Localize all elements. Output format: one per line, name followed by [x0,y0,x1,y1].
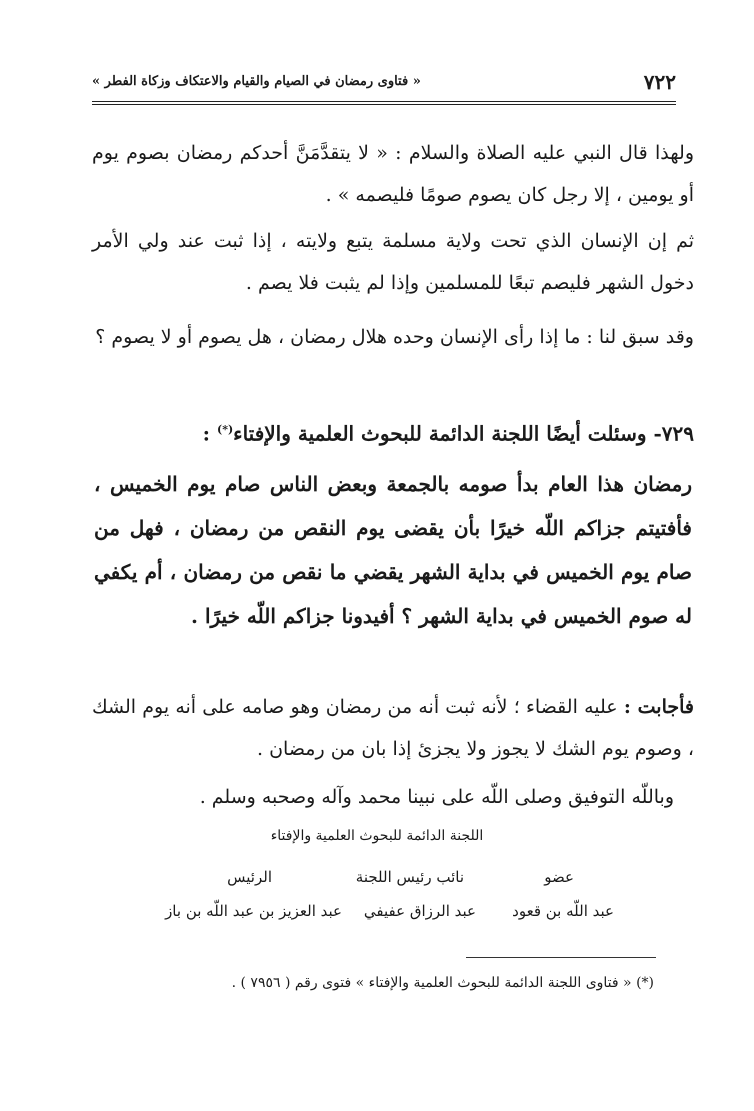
chair-role: الرئيس [227,868,272,886]
paragraph-2: ثم إن الإنسان الذي تحت ولاية مسلمة يتبع ولايته ، إذا ثبت عند ولي الأمر دخول الشهر فليصم تبعًا للمسلمين وإذا لم يثبت فلا يصم . [92,230,694,294]
closing-line: وباللّه التوفيق وصلى اللّه على نبينا محمد وآله وصحبه وسلم . [199,786,674,808]
footnote: (*) « فتاوى اللجنة الدائمة للبحوث العلمية والإفتاء » فتوى رقم ( ٧٩٥٦ ) . [231,975,654,991]
answer [92,686,694,770]
footnote-rule [466,957,656,958]
footnote-marker: (*) [217,423,234,436]
page-header [92,70,676,98]
deputy-name: عبد الرزاق عفيفي [363,902,476,920]
question-heading-text: ٧٢٩- وسئلت أيضًا اللجنة الدائمة للبحوث العلمية والإفتاء [233,421,694,446]
paragraph-1: ولهذا قال النبي عليه الصلاة والسلام : « لا يتقدَّمَنَّ أحدكم رمضان بصوم يوم أو يومين ، إلا رجل كان يصوم صومًا فليصمه » . [92,142,694,206]
answer-text: عليه القضاء ؛ لأنه ثبت أنه من رمضان وهو صامه على أنه يوم الشك ، وصوم يوم الشك لا يجوز ولا يجزئ إذا بان من رمضان . [92,696,694,760]
chair-name: عبد العزيز بن عبد اللّه بن باز [165,902,342,920]
header-rule [92,101,676,105]
member-role: عضو [544,868,574,886]
question-body: رمضان هذا العام بدأ صومه بالجمعة وبعض الناس صام يوم الخميس ، فأفتيتم جزاكم اللّه خيرًا بأن يقضى يوم النقص من رمضان ، فهل من صام يوم الخميس في بداية الشهر يقضي ما نقص من رمضان ، أم يكفي له صوم الخميس في بداية الشهر ؟ أفيدونا جزاكم اللّه خيرًا . [94,472,692,628]
committee-name: اللجنة الدائمة للبحوث العلمية والإفتاء [270,828,484,844]
question-heading-tail: : [202,421,217,446]
deputy-role: نائب رئيس اللجنة [355,868,464,886]
member-name: عبد اللّه بن قعود [512,902,614,920]
paragraph-3: وقد سبق لنا : ما إذا رأى الإنسان وحده هلال رمضان ، هل يصوم أو لا يصوم ؟ [95,326,694,348]
answer-lead: فأجابت : [623,696,694,718]
page-number: ٧٢٢ [643,70,676,94]
question-heading [92,410,694,454]
running-title: « فتاوى رمضان في الصيام والقيام والاعتكاف وزكاة الفطر » [92,74,421,89]
